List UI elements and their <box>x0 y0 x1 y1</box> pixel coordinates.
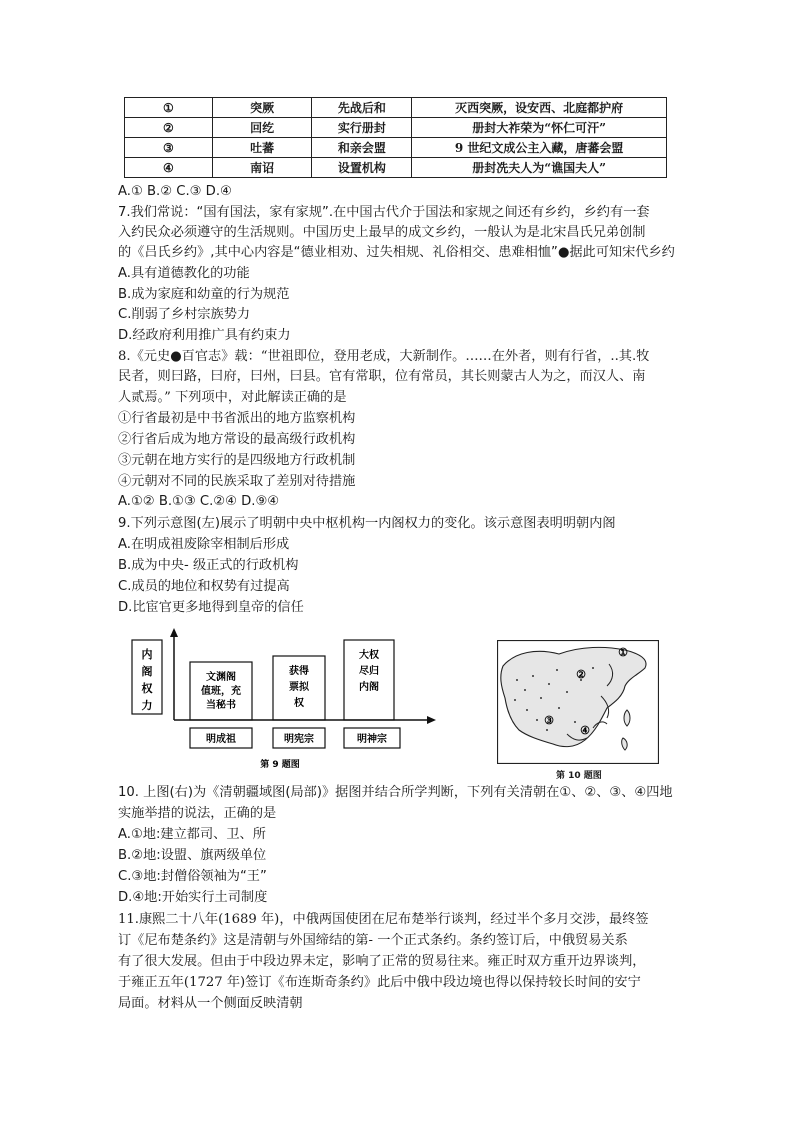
q6-table-cell: 突厥 <box>212 98 312 118</box>
fig9-ylabel-char: 内 <box>141 648 153 661</box>
q6-table-cell: 先战后和 <box>312 98 412 118</box>
q9-option-c: C.成员的地位和权势有过提高 <box>118 579 290 594</box>
q7-option-d: D.经政府利用推广具有约束力 <box>118 328 291 343</box>
q6-table-cell: ④ <box>125 158 213 178</box>
q9-option-b: B.成为中央- 级正式的行政机构 <box>118 558 299 573</box>
fig9-box-text: 权 <box>294 698 304 709</box>
q6-table-cell: ③ <box>125 138 213 158</box>
q6-table-cell: 回纥 <box>212 118 312 138</box>
q6-table-cell: 9 世纪文成公主入藏，唐蕃会盟 <box>412 138 667 158</box>
fig10-caption: 第 10 题图 <box>556 771 602 781</box>
q7-stem-line-1: 7.我们常说：“国有国法，家有家规”.在中国古代介于国法和家规之间还有乡约，乡约有一套 <box>118 205 650 220</box>
fig9-caption: 第 9 题图 <box>260 760 300 770</box>
fig9-box-text: 大权 <box>359 650 379 661</box>
q6-table-cell: 实行册封 <box>312 118 412 138</box>
q10-option-b: B.②地:设盟、旗两级单位 <box>118 848 267 863</box>
fig9-box-text: 文渊阁 <box>206 672 236 683</box>
fig9-ylabel-char: 权 <box>141 682 153 695</box>
fig10-marker-2: ② <box>576 668 586 681</box>
q10-option-a: A.①地:建立都司、卫、所 <box>118 827 266 842</box>
q6-table-cell: 南诏 <box>212 158 312 178</box>
fig10-marker-4: ④ <box>580 724 590 737</box>
q11-stem-line-5: 局面。材料从一个侧面反映清朝 <box>118 996 303 1011</box>
q7-option-c: C.削弱了乡村宗族势力 <box>118 307 251 322</box>
fig10-marker-3: ③ <box>544 714 554 727</box>
q6-table-cell: ② <box>125 118 213 138</box>
fig9-box-text: 值班，充 <box>201 686 241 697</box>
q8-item-2: ②行省后成为地方常设的最高级行政机构 <box>118 432 356 447</box>
q7-option-b: B.成为家庭和幼童的行为规范 <box>118 287 290 302</box>
q11-stem-line-4: 于雍正五年(1727 年)签订《布连斯奇条约》此后中俄中段边境也得以保持较长时间的安宁 <box>118 975 641 990</box>
q8-item-1: ①行省最初是中书省派出的地方监察机构 <box>118 411 356 426</box>
q6-table-cell: 册封大祚荣为“怀仁可汗” <box>412 118 667 138</box>
fig9-y-arrow-icon <box>170 628 178 637</box>
fig9-emperor-label: 明成祖 <box>206 734 236 745</box>
q6-table-cell: 设置机构 <box>312 158 412 178</box>
fig9-emperor-label: 明神宗 <box>357 734 387 745</box>
q10-option-d: D.④地:开始实行土司制度 <box>118 890 268 905</box>
q10-stem-line-1: 10. 上图(右)为《清朝疆域图(局部)》据图并结合所学判断，下列有关清朝在①、②、③、④四地 <box>118 785 673 800</box>
fig9-box-text: 内阁 <box>359 682 379 693</box>
q6-table-cell: ① <box>125 98 213 118</box>
q9-stem: 9.下列示意图(左)展示了明朝中央中枢机构一内阁权力的变化。该示意图表明明朝内阁 <box>118 516 616 531</box>
q8-stem-line-2: 民者，则曰路，曰府，曰州，曰县。官有常职，位有常员，其长则蒙古人为之，而汉人、南 <box>118 369 646 384</box>
fig10-marker-1: ① <box>618 646 628 659</box>
q9-option-d: D.比宦官更多地得到皇帝的信任 <box>118 600 304 615</box>
q11-stem-line-1: 11.康熙二十八年(1689 年)，中俄两国使团在尼布楚举行谈判，经过半个多月交涉，最终签 <box>118 912 649 927</box>
fig9-box-text: 尽归 <box>359 666 379 677</box>
q6-table-cell: 和亲会盟 <box>312 138 412 158</box>
q6-options: A.① B.② C.③ D.④ <box>118 184 232 199</box>
fig9-box-text: 当秘书 <box>206 700 236 711</box>
fig10-map <box>497 640 659 764</box>
q11-stem-line-2: 订《尼布楚条约》这是清朝与外国缔结的第- 一个正式条约。条约签订后，中俄贸易关系 <box>118 933 628 948</box>
q8-item-3: ③元朝在地方实行的是四级地方行政机制 <box>118 453 356 468</box>
fig9-box-text: 获得 <box>289 666 309 677</box>
q6-table-row <box>125 138 667 158</box>
q6-table-row <box>125 158 667 178</box>
q7-stem-line-2: 入约民众必须遵守的生活规则。中国历史上最早的成文乡约，一般认为是北宋昌氏兄弟创制 <box>118 225 646 240</box>
q8-stem-line-1: 8.《元史●百官志》载：“世祖即位，登用老成，大新制作。……在外者，则有行省，..其.牧 <box>118 349 650 364</box>
q7-option-a: A.具有道德教化的功能 <box>118 266 250 281</box>
fig10-island <box>624 710 630 726</box>
q10-option-c: C.③地:封僧俗领袖为“王” <box>118 869 267 884</box>
q6-table-cell: 吐蕃 <box>212 138 312 158</box>
q8-options: A.①② B.①③ C.②④ D.⑨④ <box>118 494 280 509</box>
fig9-emperor-label: 明宪宗 <box>284 734 314 745</box>
q6-table-cell: 册封冼夫人为“谯国夫人” <box>412 158 667 178</box>
q6-table <box>124 97 667 178</box>
fig9-ylabel-char: 阁 <box>141 665 153 678</box>
q8-stem-line-3: 人贰焉。” 下列项中，对此解读正确的是 <box>118 390 347 405</box>
q11-stem-line-3: 有了很大发展。但由于中段边界未定，影响了正常的贸易往来。雍正时双方重开边界谈判， <box>118 954 646 969</box>
q6-table-cell: 灭西突厥，设安西、北庭都护府 <box>412 98 667 118</box>
q6-table-row <box>125 98 667 118</box>
q7-stem-line-3: 的《吕氏乡约》,其中心内容是“德业相劝、过失相规、礼俗相交、患难相恤”●据此可知宋代乡约 <box>118 245 675 260</box>
q8-item-4: ④元朝对不同的民族采取了差别对待措施 <box>118 474 356 489</box>
fig9-diagram <box>130 628 440 770</box>
q6-table-row <box>125 118 667 138</box>
q10-stem-line-2: 实施举措的说法，正确的是 <box>118 806 277 821</box>
fig9-ylabel-char: 力 <box>141 699 153 712</box>
q9-option-a: A.在明成祖废除宰相制后形成 <box>118 537 290 552</box>
fig9-box-text: 票拟 <box>289 682 309 693</box>
fig9-x-arrow-icon <box>427 716 436 724</box>
